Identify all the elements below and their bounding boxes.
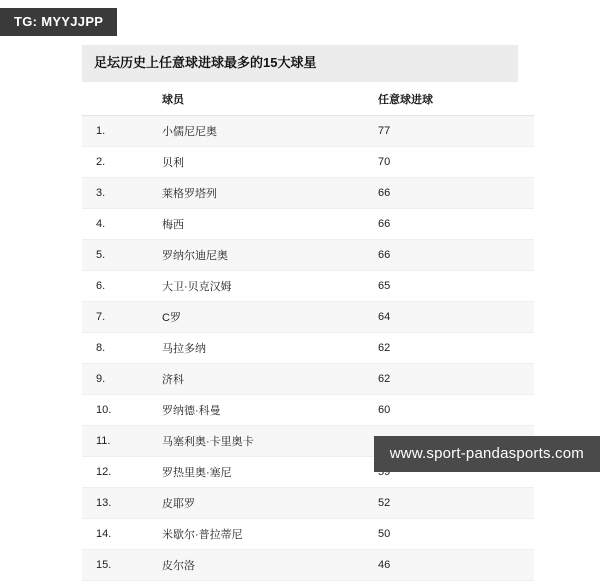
- stats-card: [82, 45, 518, 581]
- column-header-rank: [82, 83, 162, 116]
- cell-rank: 2.: [82, 146, 162, 177]
- cell-player: 米歇尔·普拉蒂尼: [162, 518, 378, 549]
- cell-player: 济科: [162, 363, 378, 394]
- table-header: [82, 83, 534, 116]
- telegram-tag-badge: [0, 8, 117, 36]
- table-row: [82, 208, 534, 239]
- site-watermark-label: www.sport-pandasports.com: [389, 445, 584, 462]
- column-header-player: 球员: [162, 83, 378, 116]
- cell-player: 罗纳德·科曼: [162, 394, 378, 425]
- cell-rank: 3.: [82, 177, 162, 208]
- table-row: [82, 487, 534, 518]
- column-header-goals: 任意球进球: [378, 83, 534, 116]
- site-watermark: [374, 436, 600, 472]
- cell-player: 梅西: [162, 208, 378, 239]
- cell-rank: 6.: [82, 270, 162, 301]
- cell-rank: 12.: [82, 456, 162, 487]
- table-row: [82, 363, 534, 394]
- cell-goals: 77: [378, 115, 534, 146]
- cell-rank: 8.: [82, 332, 162, 363]
- cell-player: 大卫·贝克汉姆: [162, 270, 378, 301]
- cell-player: C罗: [162, 301, 378, 332]
- cell-rank: 11.: [82, 425, 162, 456]
- cell-goals: 60: [378, 394, 534, 425]
- cell-rank: 4.: [82, 208, 162, 239]
- table-row: [82, 518, 534, 549]
- cell-player: 罗纳尔迪尼奥: [162, 239, 378, 270]
- table-row: [82, 301, 534, 332]
- cell-goals: 70: [378, 146, 534, 177]
- cell-player: 皮尔洛: [162, 549, 378, 580]
- cell-player: 皮耶罗: [162, 487, 378, 518]
- cell-goals: 65: [378, 270, 534, 301]
- cell-player: 马拉多纳: [162, 332, 378, 363]
- table-body: [82, 115, 534, 580]
- table-row: [82, 394, 534, 425]
- cell-player: 罗热里奥·塞尼: [162, 456, 378, 487]
- cell-rank: 1.: [82, 115, 162, 146]
- cell-rank: 15.: [82, 549, 162, 580]
- cell-goals: 62: [378, 363, 534, 394]
- cell-rank: 10.: [82, 394, 162, 425]
- table-row: [82, 270, 534, 301]
- cell-goals: 50: [378, 518, 534, 549]
- cell-rank: 13.: [82, 487, 162, 518]
- cell-player: 莱格罗塔列: [162, 177, 378, 208]
- cell-goals: 66: [378, 208, 534, 239]
- table-row: [82, 177, 534, 208]
- cell-rank: 14.: [82, 518, 162, 549]
- cell-goals: 46: [378, 549, 534, 580]
- cell-player: 马塞利奥·卡里奥卡: [162, 425, 378, 456]
- table-row: [82, 549, 534, 580]
- table-row: [82, 332, 534, 363]
- cell-rank: 7.: [82, 301, 162, 332]
- cell-rank: 5.: [82, 239, 162, 270]
- cell-rank: 9.: [82, 363, 162, 394]
- cell-goals: 66: [378, 177, 534, 208]
- free-kick-goals-table: [82, 83, 534, 581]
- telegram-tag-label: TG: MYYJJPP: [14, 14, 104, 29]
- table-row: [82, 239, 534, 270]
- table-row: [82, 115, 534, 146]
- table-header-row: [82, 83, 534, 116]
- cell-player: 小儒尼尼奥: [162, 115, 378, 146]
- cell-goals: 64: [378, 301, 534, 332]
- cell-goals: 66: [378, 239, 534, 270]
- card-title: 足坛历史上任意球进球最多的15大球星: [82, 45, 518, 83]
- cell-goals: 52: [378, 487, 534, 518]
- cell-player: 贝利: [162, 146, 378, 177]
- table-row: [82, 146, 534, 177]
- cell-goals: 62: [378, 332, 534, 363]
